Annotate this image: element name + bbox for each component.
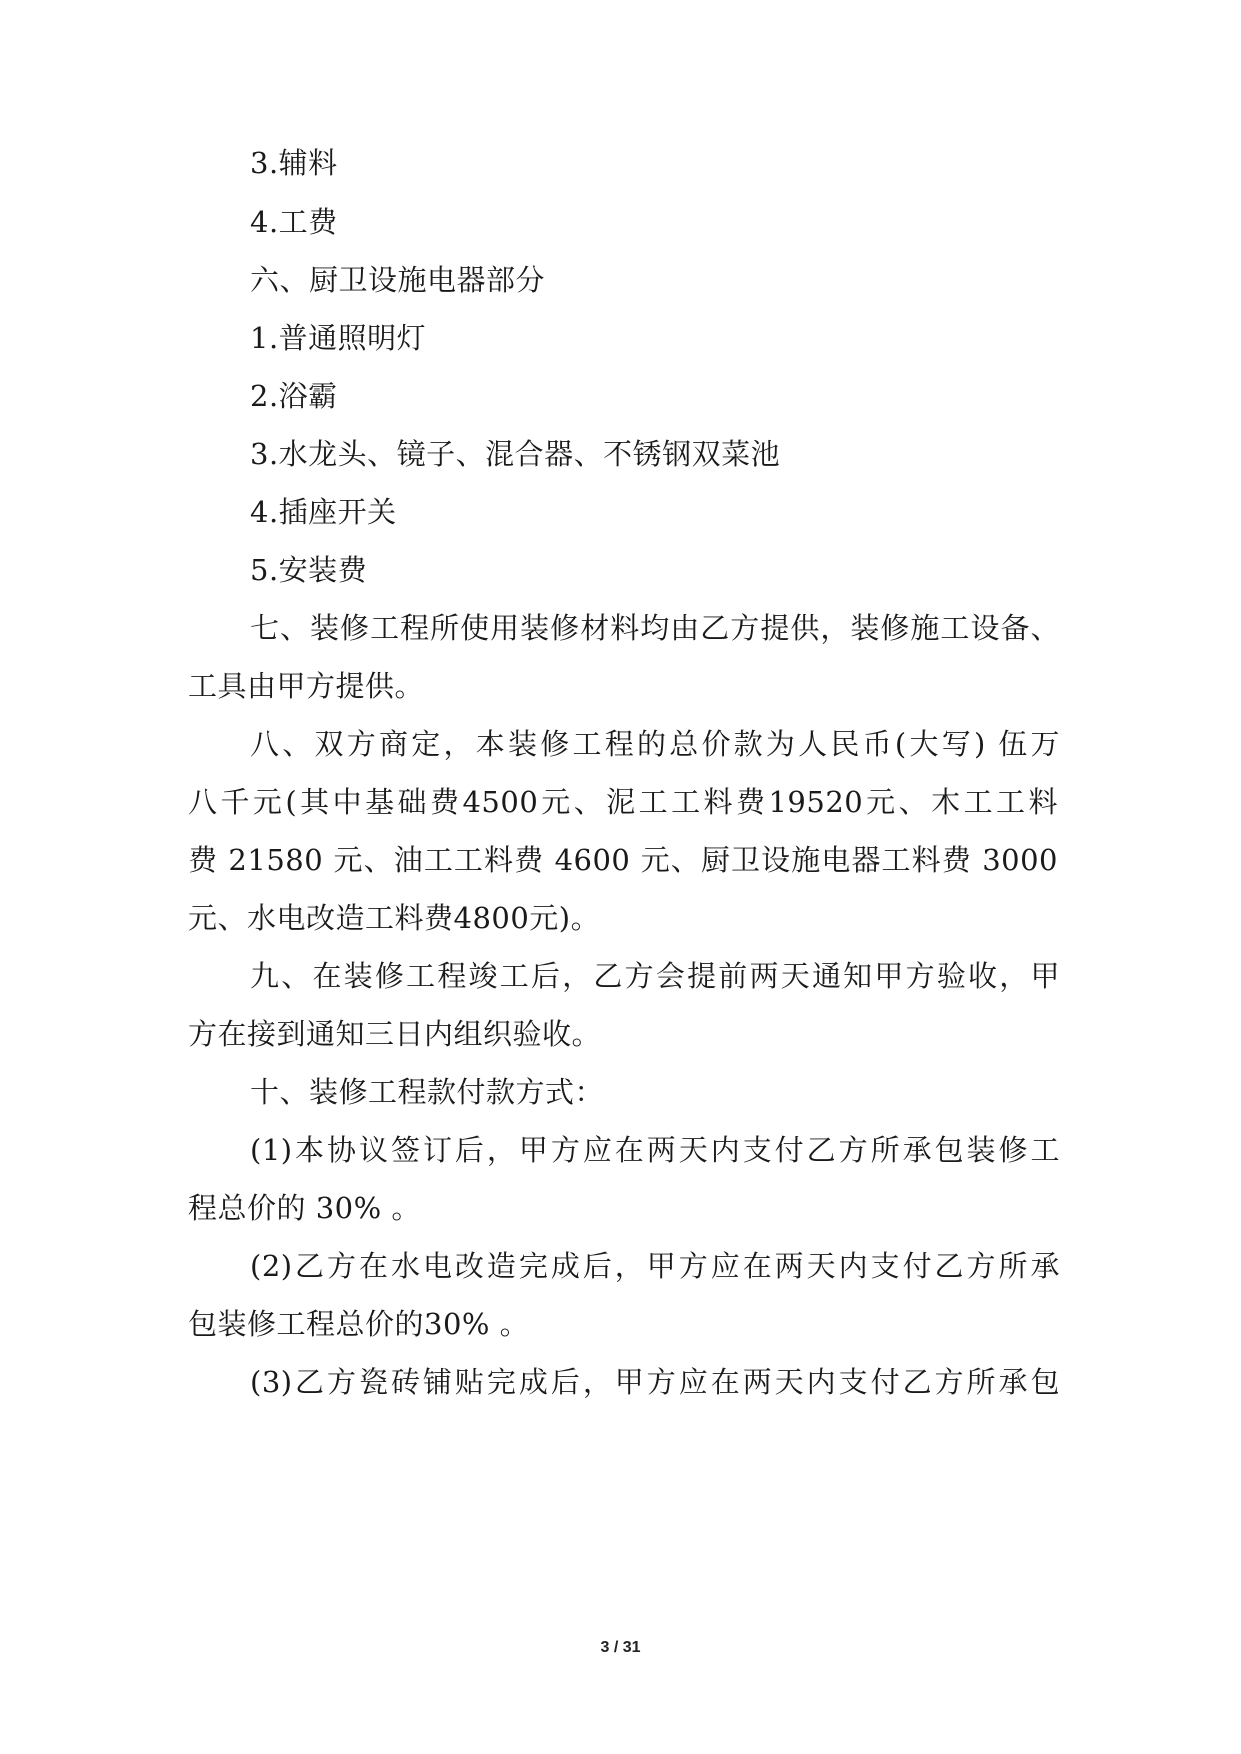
payment-item-2-line-2: 包装修工程总价的30% 。 (188, 1307, 530, 1341)
section-heading-ten: 十、装修工程款付款方式： (250, 1075, 605, 1109)
paragraph-eight-line-1: 八、双方商定，本装修工程的总价款为人民币(大写) 伍万 (250, 727, 1060, 761)
list-item-bath-heater: 2.浴霸 (250, 379, 338, 413)
paragraph-eight-line-2: 八千元(其中基础费4500元、泥工工料费19520元、木工工料 (188, 785, 1058, 819)
section-heading-six: 六、厨卫设施电器部分 (250, 263, 546, 297)
list-item-labor-fee: 4.工费 (250, 205, 338, 239)
payment-item-2-line-1: (2)乙方在水电改造完成后，甲方应在两天内支付乙方所承 (250, 1249, 1060, 1283)
paragraph-eight-line-4: 元、水电改造工料费4800元)。 (188, 901, 601, 935)
paragraph-nine-line-2: 方在接到通知三日内组织验收。 (188, 1017, 602, 1051)
page-number: 3 / 31 (600, 1639, 641, 1656)
list-item-faucet-mirror: 3.水龙头、镜子、混合器、不锈钢双菜池 (250, 437, 781, 471)
paragraph-seven-line-1: 七、装修工程所使用装修材料均由乙方提供，装修施工设备、 (250, 611, 1060, 645)
payment-item-3-line-1: (3)乙方瓷砖铺贴完成后，甲方应在两天内支付乙方所承包 (250, 1365, 1060, 1399)
list-item-installation-fee: 5.安装费 (250, 553, 368, 587)
list-item-sockets: 4.插座开关 (250, 495, 397, 529)
payment-item-1-line-2: 程总价的 30% 。 (188, 1191, 421, 1225)
list-item-auxiliary-materials: 3.辅料 (250, 146, 338, 180)
list-item-lighting: 1.普通照明灯 (250, 321, 427, 355)
paragraph-seven-line-2: 工具由甲方提供。 (188, 669, 425, 703)
paragraph-nine-line-1: 九、在装修工程竣工后，乙方会提前两天通知甲方验收，甲 (250, 959, 1060, 993)
payment-item-1-line-1: (1)本协议签订后，甲方应在两天内支付乙方所承包装修工 (250, 1133, 1060, 1167)
paragraph-eight-line-3: 费 21580 元、油工工料费 4600 元、厨卫设施电器工料费 3000 (188, 843, 1058, 877)
